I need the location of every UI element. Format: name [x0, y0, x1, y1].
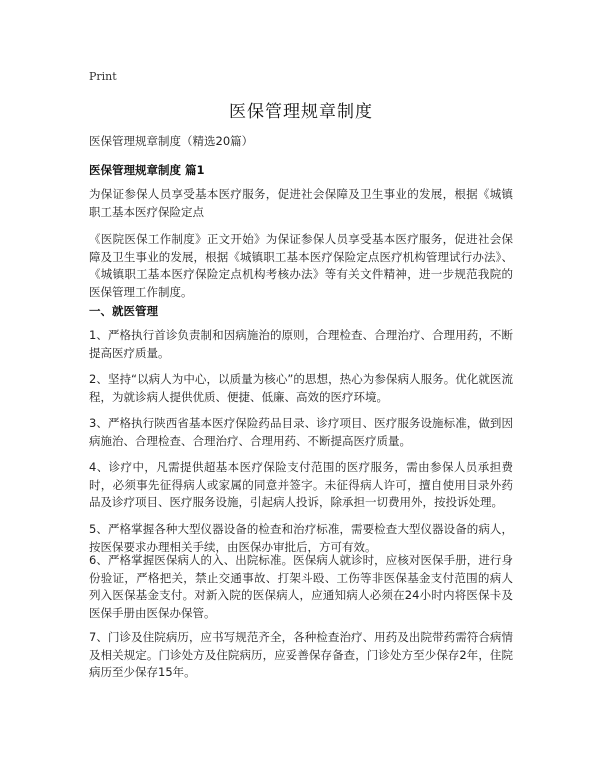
- list-item-3: 3、严格执行陕西省基本医疗保险药品目录、诊疗项目、医疗服务设施标准，做到因病施治、合理检查、合理治疗、合理用药、不断提高医疗质量。: [89, 416, 513, 448]
- intro-paragraph-1: 为保证参保人员享受基本医疗服务，促进社会保障及卫生事业的发展，根据《城镇职工基本医疗保险定点: [89, 187, 513, 219]
- list-item-1: 1、严格执行首诊负责制和因病施治的原则，合理检查、合理治疗、合理用药，不断提高医疗质量。: [89, 328, 513, 360]
- list-item-7: 7、门诊及住院病历，应书写规范齐全，各种检查治疗、用药及出院带药需符合病情及相关规定。门诊处方及住院病历，应妥善保存备查，门诊处方至少保存2年，住院病历至少保存15年。: [89, 630, 513, 679]
- subsection-heading: 一、就医管理: [89, 304, 158, 318]
- section-heading: 医保管理规章制度 篇1: [89, 163, 205, 177]
- print-label[interactable]: Print: [89, 70, 117, 83]
- list-item-5: 5、严格掌握各种大型仪器设备的检查和治疗标准，需要检查大型仪器设备的病人，按医保要求办理相关手续，由医保办审批后，方可有效。: [89, 522, 513, 554]
- list-item-2: 2、坚持“以病人为中心，以质量为核心”的思想，热心为参保病人服务。优化就医流程，为就诊病人提供优质、便捷、低廉、高效的医疗环境。: [89, 372, 513, 404]
- intro-paragraph-2: 《医院医保工作制度》正文开始》为保证参保人员享受基本医疗服务，促进社会保障及卫生事业的发展，根据《城镇职工基本医疗保险定点医疗机构管理试行办法》、《城镇职工基本医疗保险定点机构考核办法》等有关文件精神，进一步规范我院的医保管理工作制度。: [89, 232, 513, 299]
- page-title: 医保管理规章制度: [229, 102, 373, 122]
- document-subtitle: 医保管理规章制度（精选20篇）: [89, 134, 254, 148]
- list-item-6: 6、严格掌握医保病人的入、出院标准。医保病人就诊时，应核对医保手册，进行身份验证，严格把关，禁止交通事故、打架斗殴、工伤等非医保基金支付范围的病人列入医保基金支付。对新入院的医保病人，应通知病人必须在24小时内将医保卡及医保手册由医保办保管。: [89, 553, 513, 620]
- list-item-4: 4、诊疗中，凡需提供超基本医疗保险支付范围的医疗服务，需由参保人员承担费时，必须事先征得病人或家属的同意并签字。未征得病人许可，擅自使用目录外药品及诊疗项目、医疗服务设施，引起病人投诉，除承担一切费用外，按投诉处理。: [89, 460, 513, 509]
